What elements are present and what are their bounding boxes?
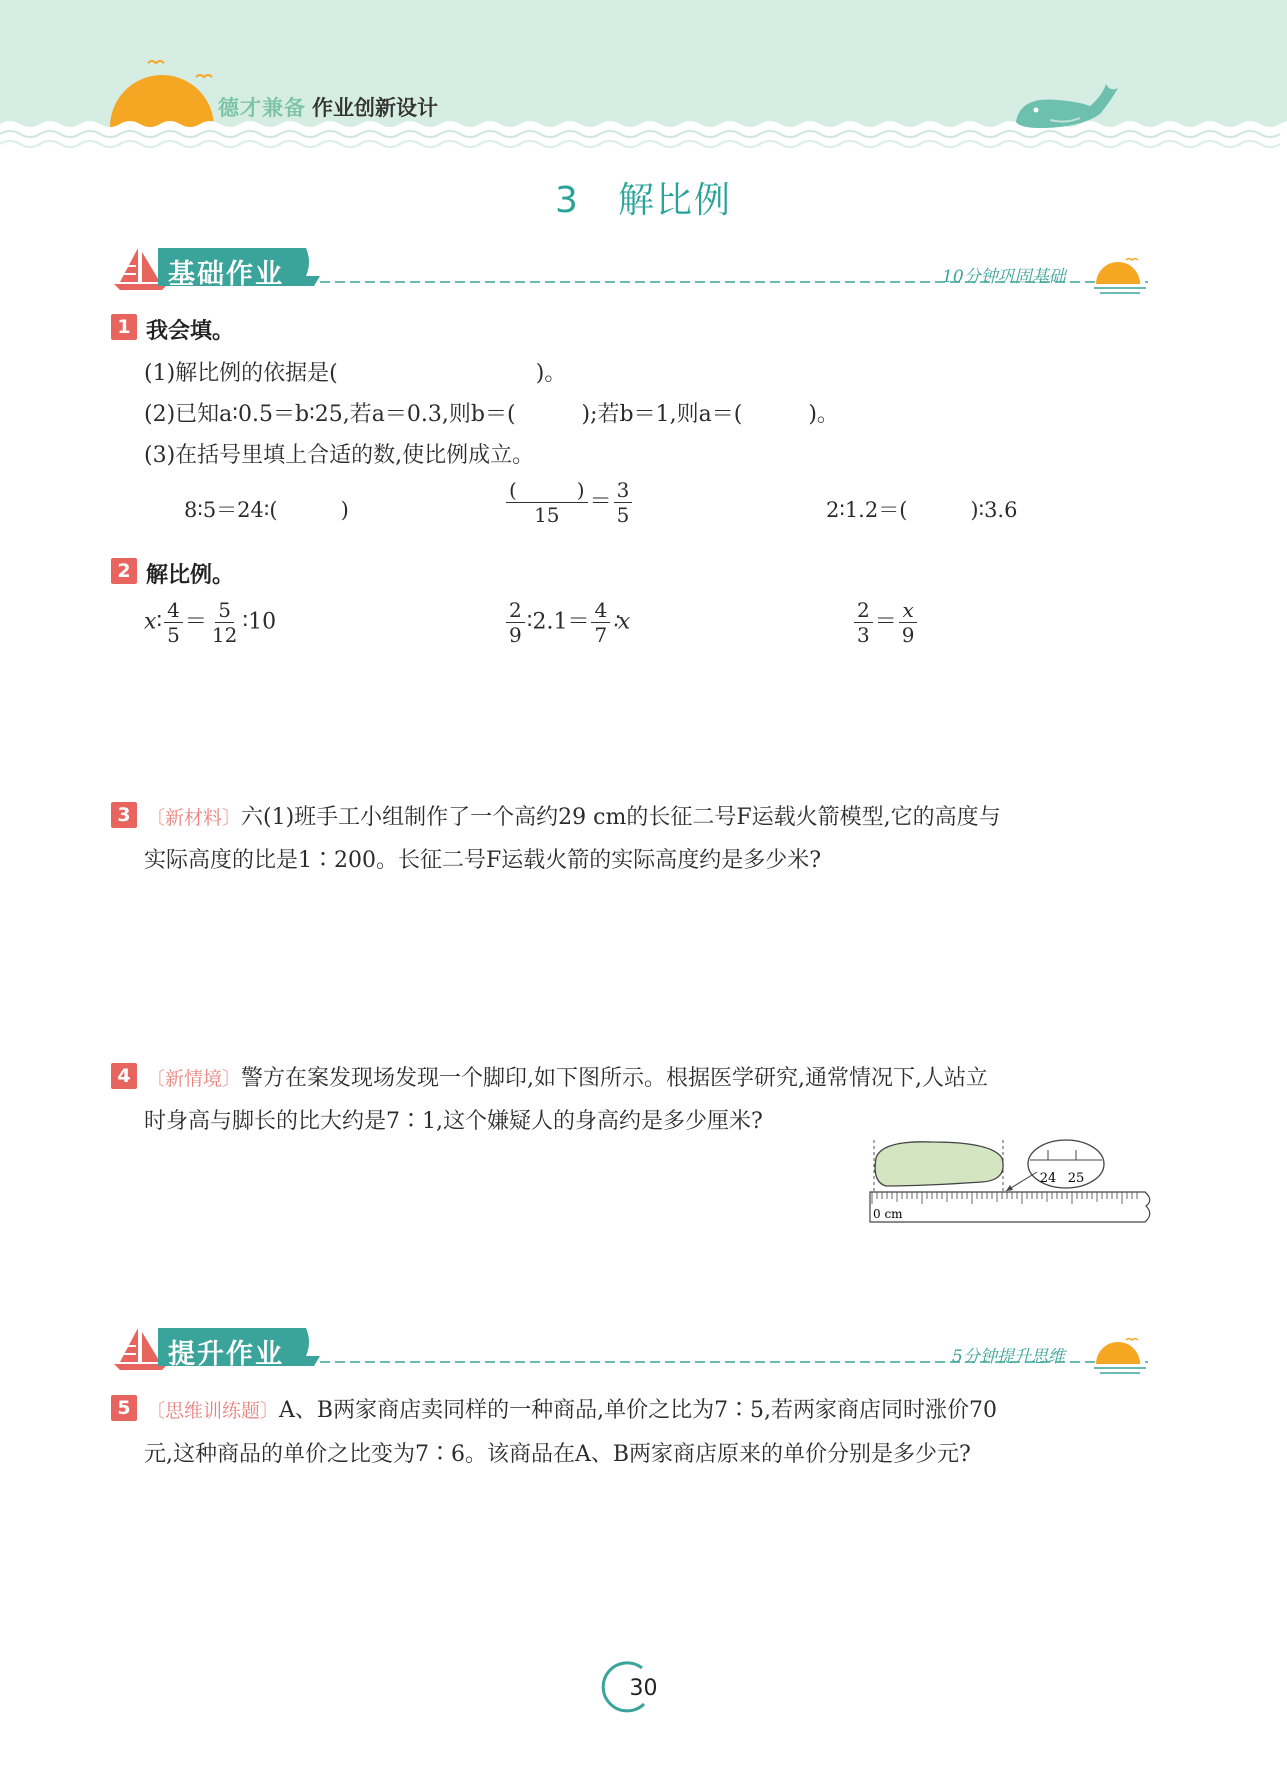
q5-line-1 bbox=[146, 1393, 997, 1424]
equals-sign: ＝ bbox=[589, 489, 612, 515]
question-heading: 我会填。 bbox=[146, 319, 235, 344]
fraction-denominator: 9 bbox=[509, 623, 522, 647]
fraction-numerator: 5 bbox=[215, 598, 234, 623]
ratio-tail: ∶10 bbox=[242, 609, 277, 635]
q2-equation-a bbox=[144, 598, 276, 647]
equals-sign: ＝ bbox=[874, 609, 897, 635]
q4-line-1 bbox=[146, 1061, 988, 1092]
fraction-numerator: ( ) bbox=[506, 478, 588, 503]
sunset-icon bbox=[1092, 254, 1148, 296]
question-number: 4 bbox=[111, 1063, 137, 1089]
section-time-basic: 10分钟巩固基础 bbox=[942, 267, 1066, 287]
question-number: 3 bbox=[111, 802, 137, 828]
q1-equation-1: 8∶5＝24∶( ) bbox=[184, 498, 349, 522]
q5-line-2: 元,这种商品的单价之比变为7∶6。该商品在A、B两家商店原来的单价分别是多少元? bbox=[144, 1442, 971, 1467]
question-tag: 〔新情境〕 bbox=[146, 1068, 242, 1090]
section-time-advanced: 5分钟提升思维 bbox=[952, 1347, 1065, 1367]
question-number: 5 bbox=[111, 1395, 137, 1421]
q1-equation-2 bbox=[504, 478, 634, 527]
q1-line-1: (1)解比例的依据是( )。 bbox=[144, 361, 567, 386]
fraction-denominator: 7 bbox=[594, 623, 608, 647]
q4-line-2: 时身高与脚长的比大约是7∶1,这个嫌疑人的身高约是多少厘米? bbox=[144, 1109, 763, 1134]
q3-line-2: 实际高度的比是1∶200。长征二号F运载火箭的实际高度约是多少米? bbox=[144, 848, 822, 873]
variable-x: x bbox=[144, 609, 157, 635]
fraction-numerator: 2 bbox=[506, 598, 525, 623]
fraction-numerator: x bbox=[899, 598, 916, 623]
fraction-denominator: 5 bbox=[167, 623, 180, 647]
q5-text-1: A、B两家商店卖同样的一种商品,单价之比为7∶5,若两家商店同时涨价70 bbox=[279, 1398, 998, 1423]
fraction-denominator: 9 bbox=[901, 623, 915, 647]
fraction-numerator: 4 bbox=[591, 598, 610, 623]
fraction-numerator: 3 bbox=[614, 478, 633, 503]
ruler-zero-label: 0 cm bbox=[873, 1207, 903, 1221]
page-title: 3 解比例 bbox=[555, 180, 732, 221]
footprint-shape bbox=[875, 1142, 1003, 1186]
page-number: 30 bbox=[629, 1676, 658, 1701]
question-tag: 〔新材料〕 bbox=[146, 807, 242, 829]
footprint-ruler-figure bbox=[862, 1136, 1156, 1230]
ratio-colon: ∶ bbox=[156, 609, 163, 635]
ruler-tick-label: 25 bbox=[1067, 1171, 1085, 1186]
section-label-basic: 基础作业 bbox=[168, 259, 284, 290]
q2-equation-b bbox=[504, 598, 630, 647]
q3-line-1 bbox=[146, 800, 1001, 831]
q1-equation-3: 2∶1.2＝( )∶3.6 bbox=[826, 498, 1018, 522]
fraction-denominator: 5 bbox=[616, 503, 630, 527]
fraction-denominator: 12 bbox=[211, 623, 238, 647]
q1-line-2: (2)已知a∶0.5＝b∶25,若a＝0.3,则b＝( );若b＝1,则a＝( )。 bbox=[144, 402, 839, 427]
fraction-numerator: 4 bbox=[164, 598, 183, 623]
question-number: 1 bbox=[111, 314, 137, 340]
q1-line-3: (3)在括号里填上合适的数,使比例成立。 bbox=[144, 443, 535, 468]
question-tag: 〔思维训练题〕 bbox=[146, 1400, 280, 1422]
fraction-denominator: 15 bbox=[534, 503, 560, 527]
brand-name-dark: 作业创新设计 bbox=[312, 96, 438, 120]
whale-icon bbox=[1010, 76, 1120, 136]
question-number: 2 bbox=[111, 558, 137, 584]
question-heading: 解比例。 bbox=[146, 563, 235, 588]
section-label-advanced: 提升作业 bbox=[168, 1339, 284, 1370]
fraction-denominator: 3 bbox=[857, 623, 870, 647]
brand-name-green: 德才兼备 bbox=[218, 96, 306, 120]
equals-sign: ＝ bbox=[184, 609, 207, 635]
q3-text-1: 六(1)班手工小组制作了一个高约29 cm的长征二号F运载火箭模型,它的高度与 bbox=[241, 805, 1001, 830]
fraction-numerator: 2 bbox=[854, 598, 873, 623]
sunset-icon bbox=[1092, 1334, 1148, 1376]
q4-text-1: 警方在案发现场发现一个脚印,如下图所示。根据医学研究,通常情况下,人站立 bbox=[241, 1066, 988, 1091]
ruler-tick-label: 24 bbox=[1039, 1171, 1057, 1186]
ratio-middle: ∶2.1＝ bbox=[526, 609, 590, 635]
ratio-tail: ∶x bbox=[612, 609, 631, 635]
q2-equation-c bbox=[852, 598, 919, 647]
